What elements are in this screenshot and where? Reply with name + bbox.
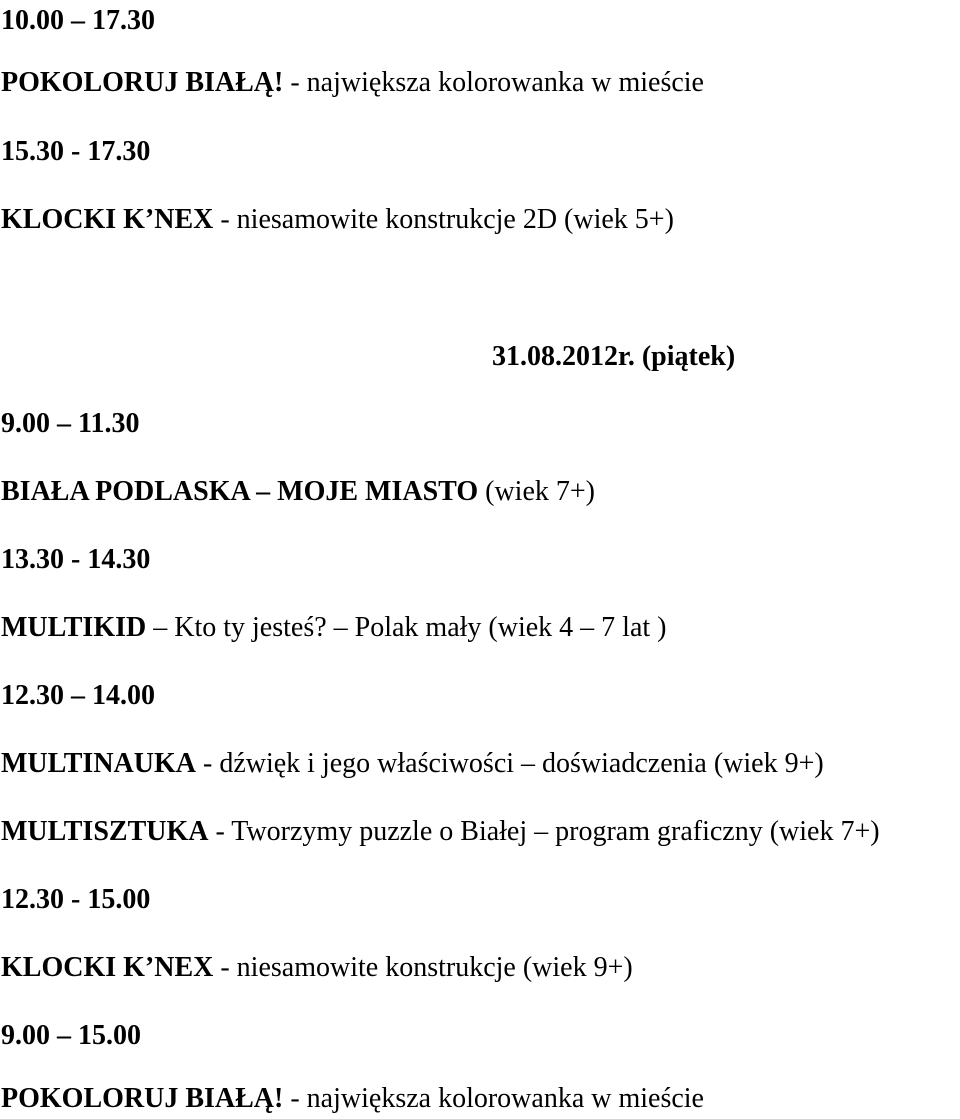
event-line: [1, 66, 704, 100]
date-heading-date: 31.08.2012r.: [492, 341, 635, 372]
date-heading-day: (piątek): [634, 341, 736, 372]
event-title: KLOCKI K’NEX: [1, 952, 214, 983]
time-slot: 10.00 – 17.30: [1, 5, 155, 36]
date-heading: [492, 340, 735, 374]
event-description: - Tworzymy puzzle o Białej – program graficzny (wiek 7+): [208, 816, 880, 847]
event-description: (wiek 7+): [478, 476, 595, 507]
time-slot: 9.00 – 11.30: [1, 408, 140, 439]
event-line: [1, 475, 595, 509]
time-slot: 13.30 - 14.30: [1, 544, 151, 575]
event-description: - największa kolorowanka w mieście: [283, 1083, 704, 1114]
time-slot: 12.30 - 15.00: [1, 884, 151, 915]
event-title: MULTISZTUKA: [1, 816, 209, 847]
event-title: BIAŁA PODLASKA – MOJE MIASTO: [1, 476, 479, 507]
event-line: [1, 611, 666, 645]
event-description: - niesamowite konstrukcje 2D (wiek 5+): [213, 204, 674, 235]
event-description: - niesamowite konstrukcje (wiek 9+): [213, 952, 633, 983]
event-description: - największa kolorowanka w mieście: [283, 67, 704, 98]
event-description: – Kto ty jesteś? – Polak mały (wiek 4 – 7 lat ): [146, 612, 667, 643]
event-title: POKOLORUJ BIAŁĄ!: [1, 1083, 284, 1114]
event-line: [1, 815, 880, 849]
event-description: - dźwięk i jego właściwości – doświadczenia (wiek 9+): [196, 748, 824, 779]
time-slot: 15.30 - 17.30: [1, 136, 151, 167]
event-line: [1, 747, 824, 781]
event-line: [1, 951, 633, 985]
event-line: [1, 1082, 704, 1116]
event-title: KLOCKI K’NEX: [1, 204, 214, 235]
time-slot: 12.30 – 14.00: [1, 680, 155, 711]
event-title: POKOLORUJ BIAŁĄ!: [1, 67, 284, 98]
event-title: MULTIKID: [1, 612, 147, 643]
event-line: [1, 203, 674, 237]
event-title: MULTINAUKA: [1, 748, 196, 779]
time-slot: 9.00 – 15.00: [1, 1020, 141, 1051]
